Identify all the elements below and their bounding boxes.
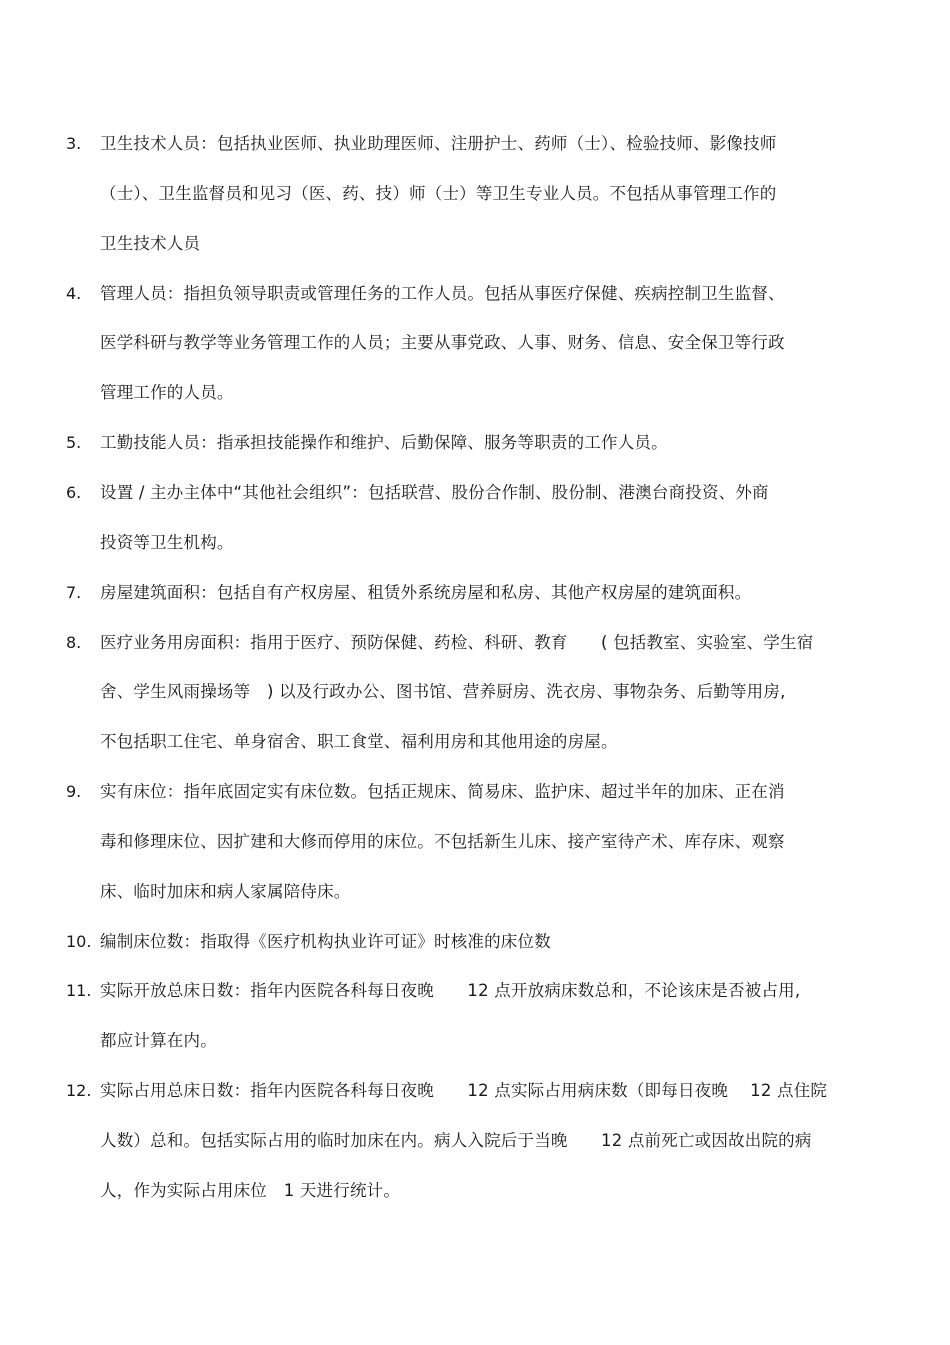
- list-item-number: 5.: [66, 433, 82, 453]
- list-item-text-line: 实际开放总床日数：指年内医院各科每日夜晚 12 点开放病床数总和，不论该床是否被占用,: [100, 981, 801, 1001]
- list-item-text-line: 舍、学生风雨操场等 ) 以及行政办公、图书馆、营养厨房、洗衣房、事物杂务、后勤等用房,: [100, 682, 786, 702]
- list-item-number: 11.: [66, 981, 92, 1001]
- list-item-text-line: （士）、卫生监督员和见习（医、药、技）师（士）等卫生专业人员。不包括从事管理工作的: [100, 183, 777, 203]
- list-item-number: 4.: [66, 283, 82, 303]
- list-item-text-line: 设置 / 主办主体中“其他社会组织”：包括联营、股份合作制、股份制、港澳台商投资、外商: [100, 482, 769, 502]
- list-item-text-line: 医学科研与教学等业务管理工作的人员；主要从事党政、人事、财务、信息、安全保卫等行政: [100, 333, 785, 353]
- list-item-text-line: 人，作为实际占用床位 1 天进行统计。: [100, 1180, 401, 1200]
- list-item-number: 6.: [66, 482, 82, 502]
- list-item-number: 3.: [66, 134, 82, 153]
- list-item-text-line: 卫生技术人员：包括执业医师、执业助理医师、注册护士、药师（士）、检验技师、影像技师: [100, 134, 777, 153]
- list-item-text-line: 房屋建筑面积：包括自有产权房屋、租赁外系统房屋和私房、其他产权房屋的建筑面积。: [100, 582, 752, 602]
- list-item-number: 8.: [66, 632, 82, 652]
- list-item-text-line: 管理人员：指担负领导职责或管理任务的工作人员。包括从事医疗保健、疾病控制卫生监督、: [100, 283, 785, 303]
- list-item-number: 7.: [66, 582, 82, 602]
- list-item-text-line: 床、临时加床和病人家属陪侍床。: [100, 881, 351, 901]
- list-item-text-line: 都应计算在内。: [100, 1031, 217, 1051]
- list-item-text-line: 管理工作的人员。: [100, 383, 234, 403]
- list-item-number: 9.: [66, 782, 82, 802]
- list-item-text-line: 卫生技术人员: [100, 233, 201, 253]
- list-item-text-line: 工勤技能人员：指承担技能操作和维护、后勤保障、服务等职责的工作人员。: [100, 433, 668, 453]
- list-item-text-line: 人数）总和。包括实际占用的临时加床在内。病人入院后于当晚 12 点前死亡或因故出院的病: [100, 1131, 812, 1150]
- list-item-text-line: 毒和修理床位、因扩建和大修而停用的床位。不包括新生儿床、接产室待产术、库存床、观察: [100, 831, 785, 851]
- list-item-text-line: 投资等卫生机构。: [100, 532, 234, 552]
- list-item-text-line: 实有床位：指年底固定实有床位数。包括正规床、简易床、监护床、超过半年的加床、正在消: [100, 782, 785, 802]
- list-item-text-line: 不包括职工住宅、单身宿舍、职工食堂、福利用房和其他用途的房屋。: [100, 732, 618, 752]
- list-item-text-line: 医疗业务用房面积：指用于医疗、预防保健、药检、科研、教育 ( 包括教室、实验室、学生宿: [100, 632, 814, 652]
- list-item-text-line: 编制床位数：指取得《医疗机构执业许可证》时核准的床位数: [100, 931, 551, 951]
- list-item-number: 10.: [66, 931, 92, 951]
- list-item-number: 12.: [66, 1081, 92, 1101]
- list-item-text-line: 实际占用总床日数：指年内医院各科每日夜晚 12 点实际占用病床数（即每日夜晚 12 点住院: [100, 1081, 828, 1101]
